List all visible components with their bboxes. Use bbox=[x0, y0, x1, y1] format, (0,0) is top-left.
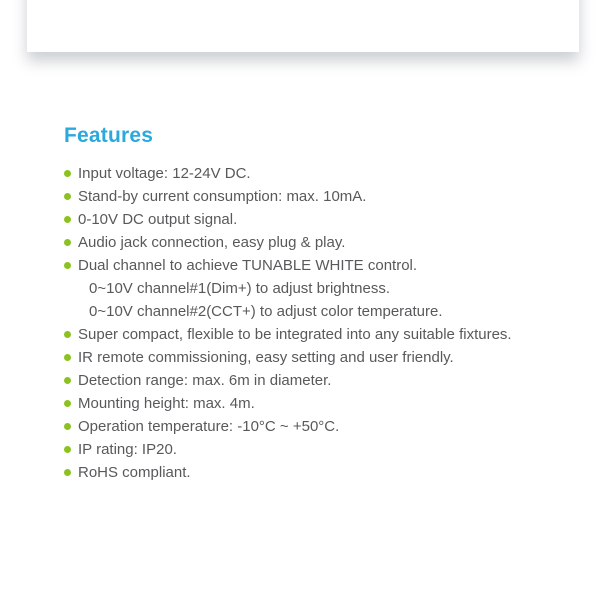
bullet-icon bbox=[64, 262, 71, 269]
bullet-icon bbox=[64, 216, 71, 223]
feature-item bbox=[64, 438, 574, 461]
feature-text: 0-10V DC output signal. bbox=[78, 211, 238, 228]
bullet-icon bbox=[64, 193, 71, 200]
feature-text: IP rating: IP20. bbox=[78, 441, 177, 458]
page-title: Features bbox=[64, 124, 154, 147]
feature-item bbox=[64, 346, 574, 369]
feature-item bbox=[64, 392, 574, 415]
feature-item bbox=[64, 208, 574, 231]
feature-text: Audio jack connection, easy plug & play. bbox=[78, 234, 346, 251]
feature-text: Detection range: max. 6m in diameter. bbox=[78, 372, 332, 389]
feature-item bbox=[64, 254, 574, 277]
feature-item bbox=[64, 323, 574, 346]
bullet-icon bbox=[64, 423, 71, 430]
bullet-icon bbox=[64, 446, 71, 453]
feature-text: RoHS compliant. bbox=[78, 464, 191, 481]
feature-subitem bbox=[64, 300, 574, 323]
feature-text: Dual channel to achieve TUNABLE WHITE control. bbox=[78, 257, 418, 274]
bullet-icon bbox=[64, 377, 71, 384]
bullet-icon bbox=[64, 170, 71, 177]
feature-text: IR remote commissioning, easy setting and user friendly. bbox=[78, 349, 454, 366]
feature-item bbox=[64, 369, 574, 392]
bullet-icon bbox=[64, 469, 71, 476]
features-list bbox=[64, 162, 574, 484]
feature-text: 0~10V channel#2(CCT+) to adjust color temperature. bbox=[89, 303, 443, 320]
feature-item bbox=[64, 461, 574, 484]
feature-item bbox=[64, 231, 574, 254]
bullet-icon bbox=[64, 400, 71, 407]
feature-text: Mounting height: max. 4m. bbox=[78, 395, 255, 412]
feature-item bbox=[64, 415, 574, 438]
feature-text: Operation temperature: -10°C ~ +50°C. bbox=[78, 418, 340, 435]
feature-text: Stand-by current consumption: max. 10mA. bbox=[78, 188, 367, 205]
feature-item bbox=[64, 185, 574, 208]
bullet-icon bbox=[64, 354, 71, 361]
bullet-icon bbox=[64, 331, 71, 338]
bullet-icon bbox=[64, 239, 71, 246]
feature-text: Super compact, flexible to be integrated into any suitable fixtures. bbox=[78, 326, 512, 343]
feature-text: Input voltage: 12-24V DC. bbox=[78, 165, 251, 182]
feature-subitem bbox=[64, 277, 574, 300]
feature-item bbox=[64, 162, 574, 185]
feature-text: 0~10V channel#1(Dim+) to adjust brightness. bbox=[89, 280, 391, 297]
